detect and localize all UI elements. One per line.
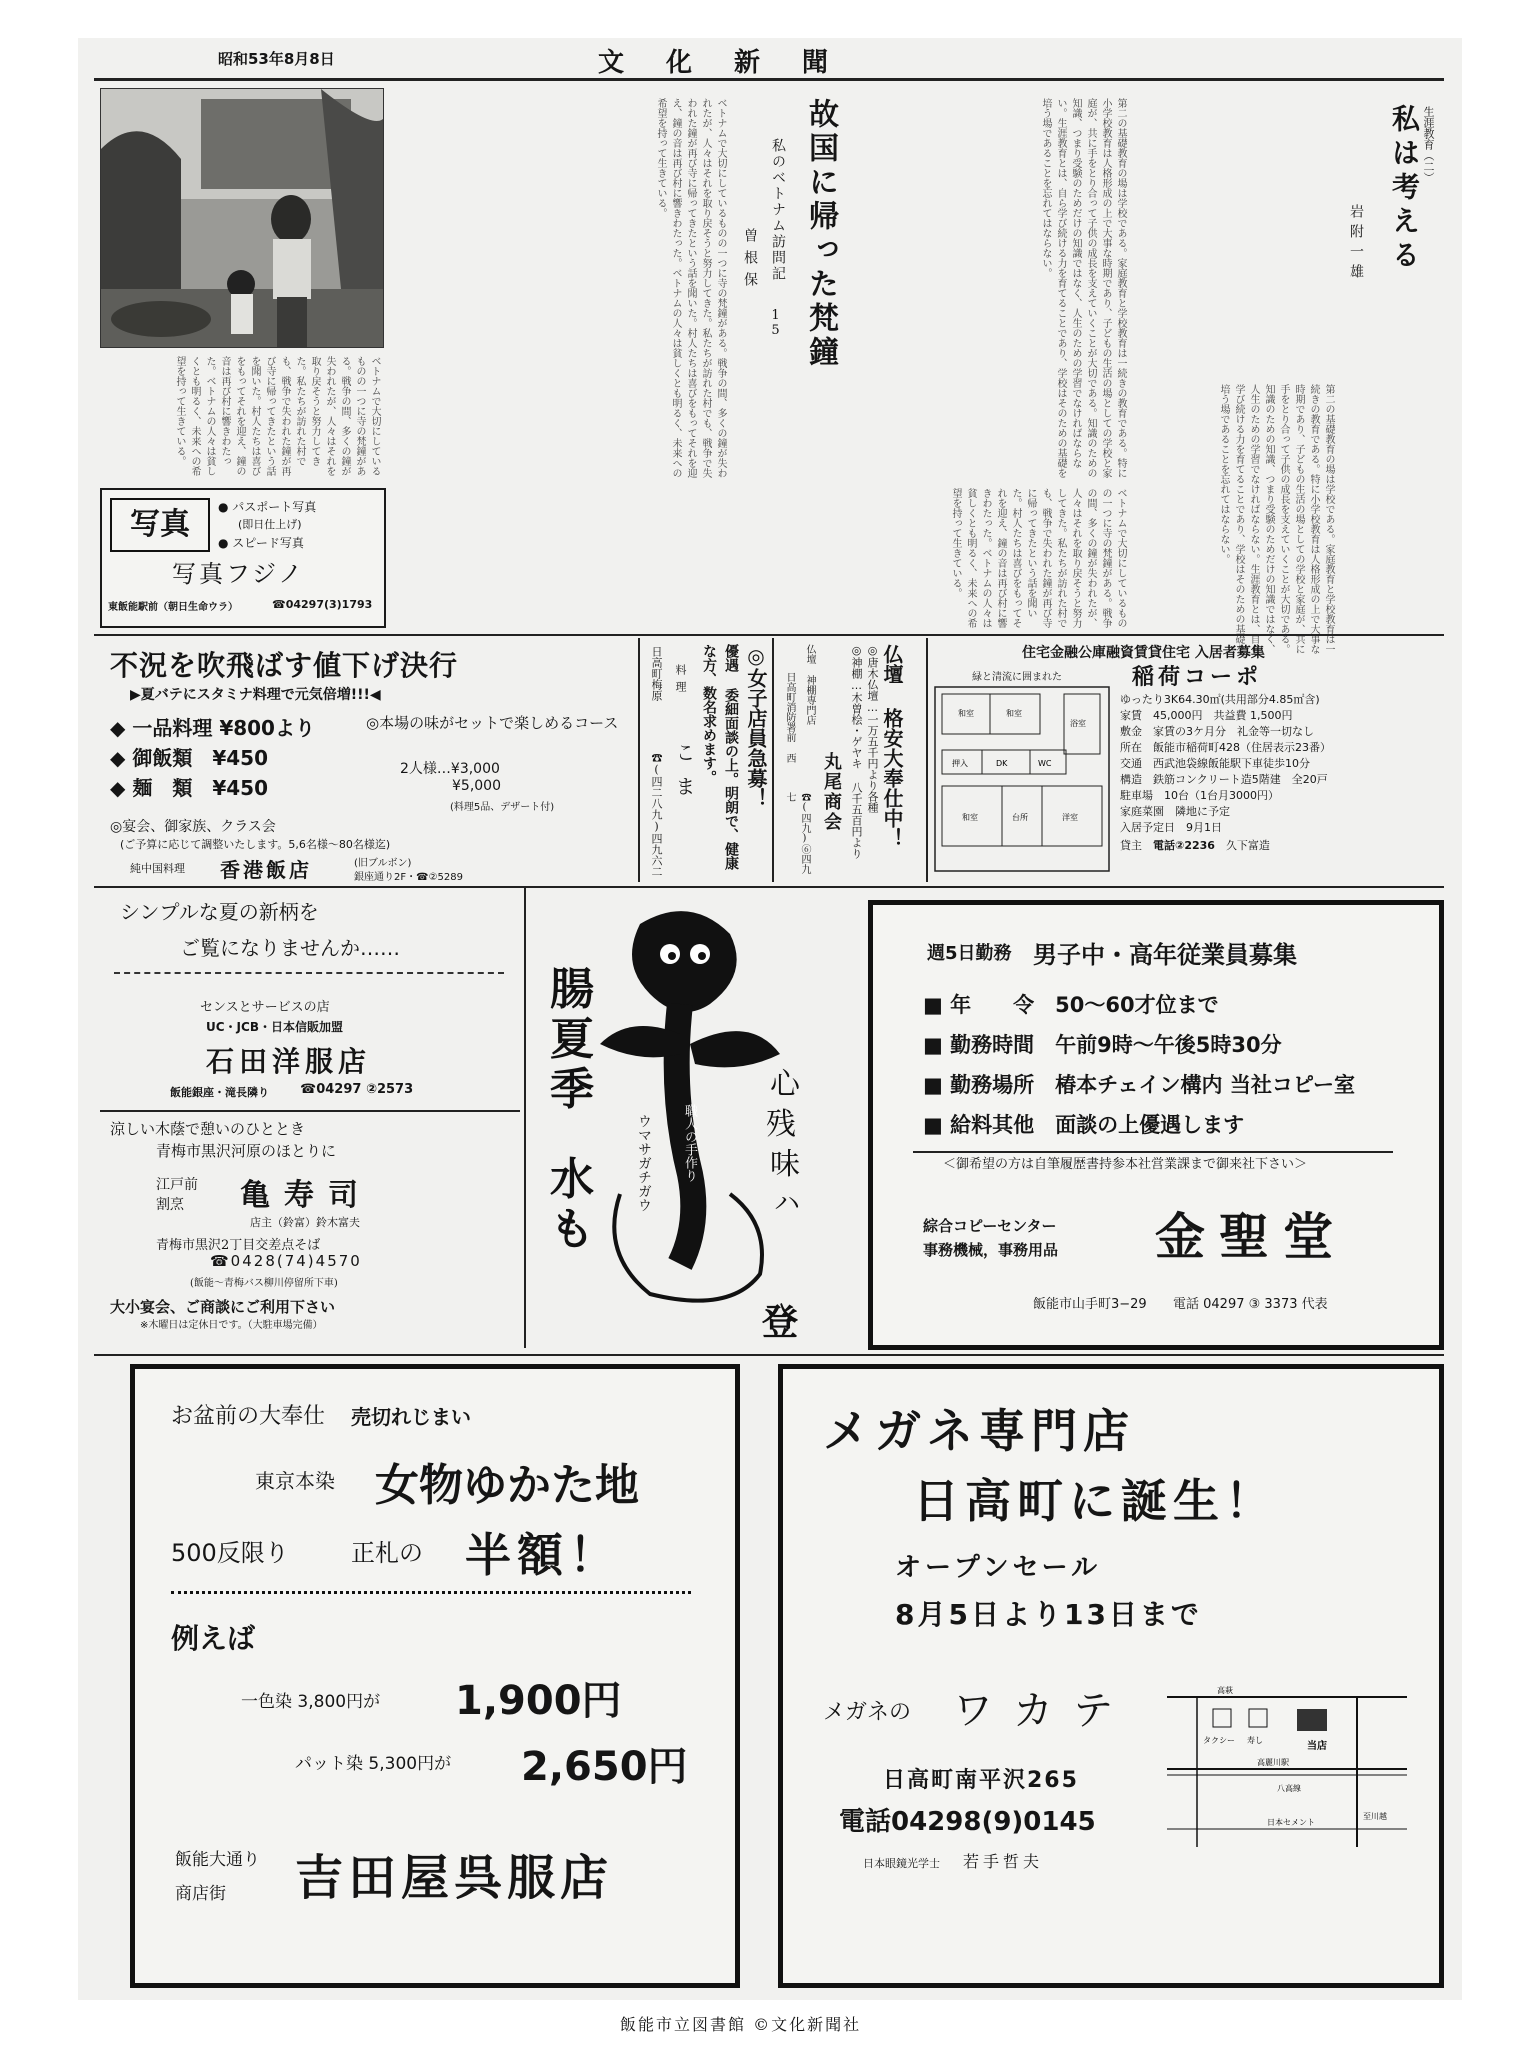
kinseido-name: 金聖堂 [1155,1207,1347,1266]
maruo-name: 丸尾商会 [821,752,842,832]
photo-shop-name: 写真フジノ [172,560,306,588]
ad-koma [644,642,768,882]
kinseido-row-2-value: 午前9時〜午後5時30分 [1055,1033,1282,1057]
course-note: (料理5品、デザート付) [450,802,555,813]
inari-row-5-label: 交通 [1120,757,1142,770]
hongkong-prefix: 純中国料理 [130,862,185,875]
ad-kinseido [868,900,1444,1350]
ishida-name: 石田洋服店 [206,1045,372,1078]
yoshidaya-line-3a: 500反限り [171,1539,289,1567]
course-title: ◎本場の味がセットで楽しめるコース [366,714,619,732]
kinseido-kind-2: 事務機械，事務用品 [923,1241,1059,1259]
kinseido-row-2-label: 勤務時間 [950,1033,1035,1057]
menu-item-2 [110,742,268,771]
photo-item-passport: パスポート写真 [232,500,317,514]
yoshidaya-line-3c: 半額！ [465,1528,621,1582]
inari-details [1120,692,1440,854]
kinseido-heading: 男子中・高年従業員募集 [1033,941,1297,969]
kame-name: 亀寿司 [240,1178,372,1213]
yoshidaya-line-2a: 東京本染 [255,1469,335,1493]
maruo-line-1: ◎唐木仏壇…一万五千円より各種 [866,644,879,813]
yoshidaya-price-1: 1,900円 [455,1678,622,1724]
kame-party: 大小宴会、ご商談にご利用下さい [110,1298,336,1316]
hongkong-name: 香港飯店 [220,858,312,882]
inari-row-5 [1120,756,1440,772]
inari-row-6-label: 構造 [1120,773,1142,786]
photo-item-3: ● スピード写真 [218,536,304,550]
hongkong-address: 銀座通り2F・☎②5289 [354,872,463,883]
editorial-body: 第二の基礎教育の場は学校である。家庭教育と学校教育は一続きの教育である。特に小学校教育は人格形成の上で大事な時期であり、子どもの生活の場としての学校と家庭が、共に手をとり合って子供の成長を支えていくことが大切である。知識のための知識、つまり受験のためだけの知識ではなく、人生のための学習でなければならない。生涯教育とは、自ら学び続ける力を育てることであり、学校はそのための基礎を培う場であることを忘れてはならない。 [1218,384,1334,654]
inari-row-3 [1120,724,1440,740]
menu-item-2-label: 御飯類 [132,746,193,770]
inari-owner: 久下富造 [1225,839,1270,852]
yoshidaya-line-1b: 売切れじまい [351,1405,471,1429]
kinseido-row-1 [923,989,1219,1019]
photo-icon-badge: 写真 [110,498,210,552]
ad-yoshidaya [130,1364,740,1988]
koma-body: 優遇 委細面談の上。明朗で、健康な方、数名求めます。 [701,644,739,870]
room-label-7: 和室 [962,813,978,822]
yoshidaya-addr-1: 飯能大通り [175,1850,260,1870]
article-body-lower: ベトナムで大切にしているものの一つに寺の梵鐘がある。戦争の間、多くの鐘が失われたが、人々はそれを取り戻そうと努力してきた。私たちが訪れた村でも、戦争で失われた鐘が再び寺に帰ってきたという話を聞いた。村人たちは喜びをもってそれを迎え、鐘の音は再び村に響きわたった。ベトナムの人々は貧しくとも明るく、未来への希望を持って生きている。 [950,488,1126,628]
ishida-address: 飯能銀座・滝長隣り [170,1086,269,1099]
kinseido-phone: 電話 04297 ③ 3373 代表 [1173,1297,1328,1312]
menu-item-1-price: ¥800より [219,716,315,740]
inari-row-2-label: 家賃 [1120,709,1142,722]
inari-row-8 [1120,804,1440,820]
editorial-subtitle: 生涯教育（二） [1422,106,1435,183]
map-label-7: 日本セメント [1267,1818,1315,1827]
editorial-title: 私は考える [1388,104,1421,274]
map-label-6: 八高線 [1277,1784,1301,1793]
yoshidaya-addr-2: 商店街 [175,1884,226,1904]
ishida-phone: ☎04297 ②2573 [300,1082,414,1097]
kinseido-note: ＜御希望の方は自筆履歴書持参本社営業課まで御来社下さい＞ [943,1157,1308,1172]
kame-prefix-1: 江戸前 [156,1177,198,1193]
room-label-4: 押入 [952,759,968,768]
travelogue-author: 曽根保 [742,228,758,294]
section-rule [94,634,1444,636]
room-label-1: 和室 [958,709,974,718]
photo-item-speed: スピード写真 [232,536,304,550]
inari-row-7 [1120,788,1440,804]
yoshidaya-dotted-rule [171,1591,691,1608]
uma-center-text: ウマサガチガウ [636,1114,652,1212]
inari-row-3-label: 敷金 [1120,725,1142,738]
ad-uma-illustration [530,894,818,1346]
kinseido-row-2 [923,1029,1282,1059]
inari-row-4-label: 所在 [1120,741,1142,754]
footer-credit: 飯能市立図書館 ©文化新聞社 [620,2015,862,2034]
kinseido-row-3 [923,1069,1355,1099]
koma-name: こま [672,742,696,810]
inari-row-1-value: (共用部分4.85㎡含) [1220,693,1320,706]
inari-row-9-label: 入居予定日 [1120,821,1175,834]
wakate-phone: 電話04298(9)0145 [839,1807,1096,1837]
room-label-9: 洋室 [1062,813,1078,822]
editorial-body-cont: 第二の基礎教育の場は学校である。家庭教育と学校教育は一続きの教育である。特に小学校教育は人格形成の上で大事な時期であり、子どもの生活の場としての学校と家庭が、共に手をとり合って子供の成長を支えていくことが大切である。知識のための知識、つまり受験のためだけの知識ではなく、人生のための学習でなければならない。生涯教育とは、自ら学び続ける力を育てることであり、学校はそのための基礎を培う場であることを忘れてはならない。 [1040,98,1126,478]
menu-item-3-price: ¥450 [212,776,269,800]
inari-row-9 [1120,820,1440,836]
kame-prefix-2: 割烹 [156,1197,184,1213]
hongkong-sub: ▶夏バテにスタミナ料理で元気倍増!!!◀ [130,687,381,703]
header-rule [94,78,1444,81]
koma-title: ◎女子店員急募！ [744,644,768,808]
uma-right-1: 心 [770,1067,800,1102]
room-label-5: DK [996,759,1008,768]
map-label-5: 高麗川駅 [1257,1758,1289,1767]
wakate-line-2: 日高町に誕生！ [913,1474,1277,1528]
inari-row-8-value: 隣地に予定 [1175,805,1230,818]
yoshidaya-item-1: 一色染 3,800円が [241,1692,381,1712]
hongkong-branch: (旧ブルボン) [354,858,412,869]
kinseido-address: 飯能市山手町3−29 [1033,1297,1147,1312]
wakate-line-1: メガネ専門店 [823,1404,1135,1458]
ad-wakate [778,1364,1444,1988]
editorial-article [1136,84,1446,664]
photo-vietnam [100,88,384,348]
kame-line-2: 青梅市黒沢河原のほとりに [156,1142,337,1160]
uma-big-2: 夏 [550,1014,594,1065]
yoshidaya-line-2b: 女物ゆかた地 [375,1460,639,1511]
inari-row-6 [1120,772,1440,788]
inari-row-7-value: 10台（1台月3000円） [1164,789,1279,802]
kinseido-row-4-value: 面談の上優遇します [1055,1113,1245,1137]
menu-item-3 [110,772,268,801]
travelogue-title: 故国に帰った梵鐘 [803,98,838,370]
map-label-3: 寿し [1247,1736,1263,1745]
inari-sub: 緑と清流に囲まれた [972,672,1062,683]
section-rule-3 [94,1354,1444,1356]
ad-kamezushi [100,1118,520,1358]
menu-item-2-price: ¥450 [212,746,269,770]
divider-2 [772,638,774,882]
room-label-2: 和室 [1006,709,1022,718]
ishida-line-1: シンプルな夏の新柄を [120,900,319,924]
wakate-sale: オープンセール [895,1553,1102,1583]
inari-row-1 [1120,692,1440,708]
kinseido-heading-prefix: 週5日勤務 [927,943,1012,964]
kame-line-1: 涼しい木蔭で憩いのひととき [110,1120,306,1138]
kinseido-row-3-value: 椿本チェイン構内 当社コピー室 [1055,1073,1355,1097]
ishida-tagline: センスとサービスの店 [200,1000,330,1015]
yoshidaya-price-2: 2,650円 [521,1744,688,1790]
koma-address: 日高町梅原 [650,646,663,701]
kinseido-row-3-label: 勤務場所 [950,1073,1035,1097]
ad-maruo [778,642,922,882]
room-label-3: 浴室 [1070,719,1086,728]
inari-row-1-label: ゆったり3K64.30㎡ [1120,693,1221,706]
map-label-1: 高萩 [1217,1686,1233,1695]
maruo-phone: ☎(四九)⑥四九七 [784,792,810,874]
travelogue-body-cont: ベトナムで大切にしているものの一つに寺の梵鐘がある。戦争の間、多くの鐘が失われたが、人々はそれを取り戻そうと努力してきた。私たちが訪れた村でも、戦争で失われた鐘が再び寺に帰ってきたという話を聞いた。村人たちは喜びをもってそれを迎え、鐘の音は再び村に響きわたった。ベトナムの人々は貧しくとも明るく、未来への希望を持って生きている。 [174,356,380,476]
travelogue-number: 15 [768,308,783,338]
inari-floor-plan [934,686,1110,872]
room-label-8: 台所 [1012,813,1028,822]
menu-item-1-label: 一品料理 [132,716,213,740]
uma-left-2: も [550,1204,594,1255]
wakate-map [1157,1679,1413,1847]
section-rule-2 [94,886,1444,888]
menu-item-3-label: 麺 類 [132,776,193,800]
photo-item-1: ● パスポート写真 [218,500,317,514]
kinseido-kind-1: 綜合コピーセンター [923,1217,1057,1235]
wakate-owner: 若手哲夫 [963,1852,1044,1871]
map-label-2: タクシー [1203,1736,1235,1745]
map-label-8: 至川越 [1363,1812,1387,1821]
inari-owner-label: 貸主 [1120,839,1142,852]
divider-1 [638,638,640,882]
uma-left-1: 水 [550,1154,594,1205]
kinseido-row-4-label: 給料其他 [950,1113,1035,1137]
issue-date: 昭和53年8月8日 [218,50,335,68]
yoshidaya-name: 吉田屋呉服店 [295,1850,614,1906]
photo-shop-phone: ☎04297(3)1793 [272,598,373,611]
wakate-name: ワカテ [953,1688,1133,1734]
inari-row-7-label: 駐車場 [1120,789,1153,802]
maruo-address: 日高町消防署前 西 [784,672,795,763]
party-note: (ご予算に応じて調整いたします。5,6名様〜80名様迄) [120,838,391,851]
ad-photo-fujino [100,488,386,628]
inari-row-4-value: 飯能市稲荷町428（住居表示23番） [1153,741,1331,754]
menu-item-1 [110,712,315,741]
travelogue-subtitle: 私のベトナム訪問記 [770,138,786,282]
yoshidaya-line-3b: 正札の [351,1539,423,1567]
yoshidaya-item-2: パット染 5,300円が [295,1754,452,1774]
inari-name: 稲荷コーポ [1132,665,1263,690]
divider-3 [926,638,928,882]
uma-seal: 登 [762,1302,799,1343]
inari-row-9-value: 9月1日 [1186,821,1222,834]
inari-row-2-value: 45,000円 共益費 1,500円 [1153,709,1293,722]
kame-owner: 店主（鈴富）鈴木富夫 [250,1216,360,1229]
kinseido-note-rule [913,1151,1393,1153]
maruo-kind: 仏壇 神棚専門店 [804,644,815,725]
inari-row-6-value: 鉄筋コンクリート造5階建 全20戸 [1153,773,1328,786]
koma-phone: ☎(四二八九)四九六二 [650,752,663,877]
kame-address: 青梅市黒沢2丁目交差点そば [156,1238,321,1253]
photo-shop-address: 東飯能駅前（朝日生命ウラ） [108,602,238,613]
kame-note: (飯能〜青梅バス柳川停留所下車) [190,1278,338,1289]
uma-right-3: 味 [770,1147,800,1182]
course-price-1: 2人様…¥3,000 [400,761,500,777]
ad-inari-corpo [932,642,1444,882]
ishida-dashed-rule [114,972,504,974]
kinseido-row-1-value: 50〜60才位まで [1055,993,1219,1017]
inari-title: 住宅金融公庫融資賃貸住宅 入居者募集 [1022,645,1265,661]
yoshidaya-example: 例えば [171,1622,256,1655]
uma-illustration [530,894,818,1346]
inari-phone: 電話②2236 [1153,839,1215,852]
ishida-cards: UC・JCB・日本信販加盟 [206,1020,343,1034]
maruo-line-2: ◎神棚…木曽桧・ゲヤキ 八千五百円より [850,644,863,859]
uma-right-2: 残 [766,1107,796,1142]
masthead: 文 化 新 聞 [598,48,837,78]
wakate-dates: 8月5日より13日まで [895,1598,1202,1631]
divider-4 [524,888,526,1348]
inari-owner-row [1120,838,1440,854]
ishida-bottom-rule [100,1110,520,1112]
room-label-6: WC [1038,759,1052,768]
party-line: ◎宴会、御家族、クラス会 [110,819,276,835]
inari-row-2 [1120,708,1440,724]
inari-row-4 [1120,740,1440,756]
kinseido-row-4 [923,1109,1244,1139]
inari-row-3-value: 家賃の3ケ月分 礼金等一切なし [1153,725,1314,738]
course-price-2: ¥5,000 [452,778,501,794]
uma-stem-text: 職人の手作り [682,1104,697,1182]
uma-big-3: 季 [550,1064,594,1115]
wakate-address: 日高町南平沢265 [883,1768,1079,1793]
newspaper-page [78,38,1462,2000]
wakate-prefix: メガネの [823,1700,912,1725]
kame-closed: ※木曜日は定休日です。（大駐車場完備） [140,1320,323,1331]
yoshidaya-line-1a: お盆前の大奉仕 [171,1404,326,1429]
travelogue-body: ベトナムで大切にしているものの一つに寺の梵鐘がある。戦争の間、多くの鐘が失われたが、人々はそれを取り戻そうと努力してきた。私たちが訪れた村でも、戦争で失われた鐘が再び寺に帰ってきたという話を聞いた。村人たちは喜びをもってそれを迎え、鐘の音は再び村に響きわたった。ベトナムの人々は貧しくとも明るく、未来への希望を持って生きている。 [655,98,726,478]
inari-row-5-value: 西武池袋線飯能駅下車徒歩10分 [1153,757,1310,770]
uma-right-4: ハ [774,1189,801,1219]
uma-big-1: 腸 [550,964,594,1015]
ad-hongkong-restaurant [100,642,636,882]
maruo-title: 仏壇 格安大奉仕中！ [880,644,904,848]
kame-phone: ☎0428(74)4570 [210,1252,362,1270]
ishida-line-2: ご覧になりませんか…… [180,936,400,960]
inari-row-8-label: 家庭菜園 [1120,805,1164,818]
map-label-4: 当店 [1307,1741,1327,1752]
hongkong-headline: 不況を吹飛ばす値下げ決行 [110,649,459,682]
photo-item-2: (即日仕上げ) [238,518,302,531]
wakate-title: 日本眼鏡光学士 [863,1857,940,1870]
kinseido-row-1-label: 年 令 [950,993,1035,1017]
koma-kind: 料理 [674,664,687,698]
photo-graphic [101,89,383,347]
editorial-author: 岩附一雄 [1348,204,1364,284]
